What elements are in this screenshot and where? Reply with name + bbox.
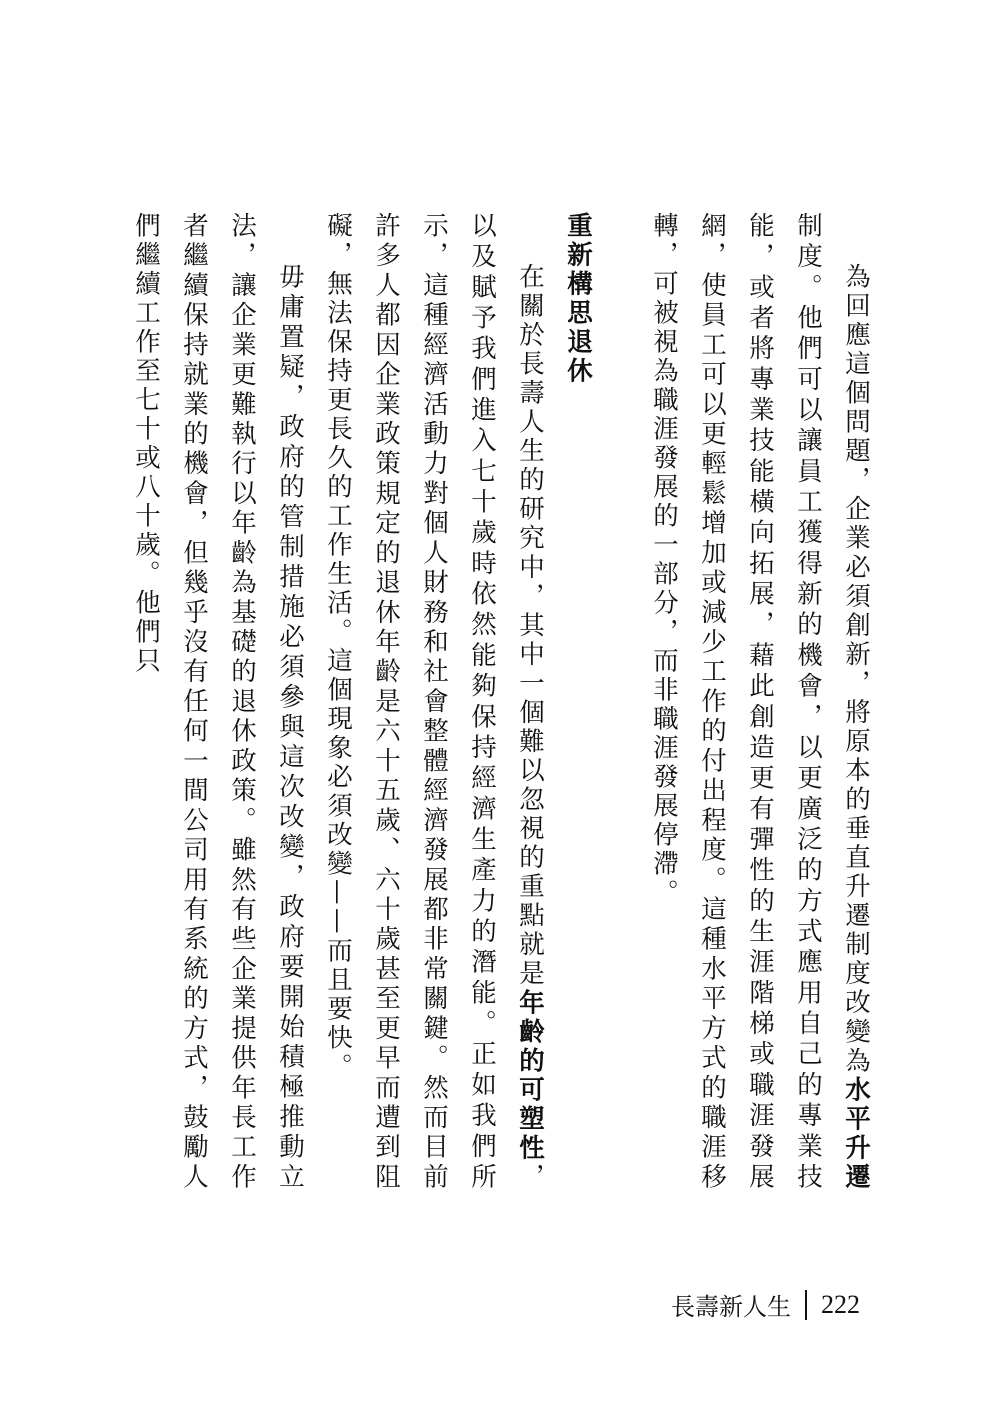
text-column bbox=[122, 212, 880, 1192]
section-heading: 重新構思退休 bbox=[563, 212, 593, 386]
page-footer bbox=[671, 1287, 860, 1322]
paragraph-1-text-a: 為回應這個問題，企業必須創新，將原本的垂直升遷制度改變為 bbox=[841, 263, 871, 1076]
paragraph-2-text-a: 在關於長壽人生的研究中，其中一個難以忽視的重點就是 bbox=[515, 263, 545, 989]
paragraph-2-text-b: ，以及賦予我們進入七十歲時依然能夠保持經濟生產力的潛能。正如我們所示，這種經濟活動力對個人財務和社會整體經濟發展都非常關鍵。然而目前許多人都因企業政策規定的退休年齡是六十五歲、六十歲甚至更早而遭到阻礙，無法保持更長久的工作生活。這個現象必須改變——而且要快。 bbox=[323, 212, 545, 1193]
paragraph-2 bbox=[314, 212, 554, 1192]
running-title: 長壽新人生 bbox=[671, 1293, 791, 1321]
paragraph-1-emphasis: 水平升遷 bbox=[841, 1075, 871, 1193]
paragraph-1-text-b: 制度。他們可以讓員工獲得新的機會，以更廣泛的方式應用自己的專業技能，或者將專業技能橫向拓展，藉此創造更有彈性的生涯階梯或職涯發展網，使員工可以更輕鬆增加或減少工作的付出程度。這種水平方式的職涯移轉，可被視為職涯發展的一部分，而非職涯發展停滯。 bbox=[649, 212, 823, 1192]
paragraph-2-emphasis: 年齡的可塑性 bbox=[515, 988, 545, 1164]
page-body bbox=[120, 212, 880, 1192]
page-number: 222 bbox=[821, 1289, 860, 1319]
paragraph-1 bbox=[640, 212, 880, 1192]
footer-divider bbox=[805, 1290, 807, 1320]
paragraph-3: 毋庸置疑，政府的管制措施必須參與這次改變，政府要開始積極推動立法，讓企業更難執行以年齡為基礎的退休政策。雖然有些企業提供年長工作者繼續保持就業的機會，但幾乎沒有任何一間公司用有系統的方式，鼓勵人們繼續工作至七十或八十歲。他們只 bbox=[131, 212, 305, 1192]
